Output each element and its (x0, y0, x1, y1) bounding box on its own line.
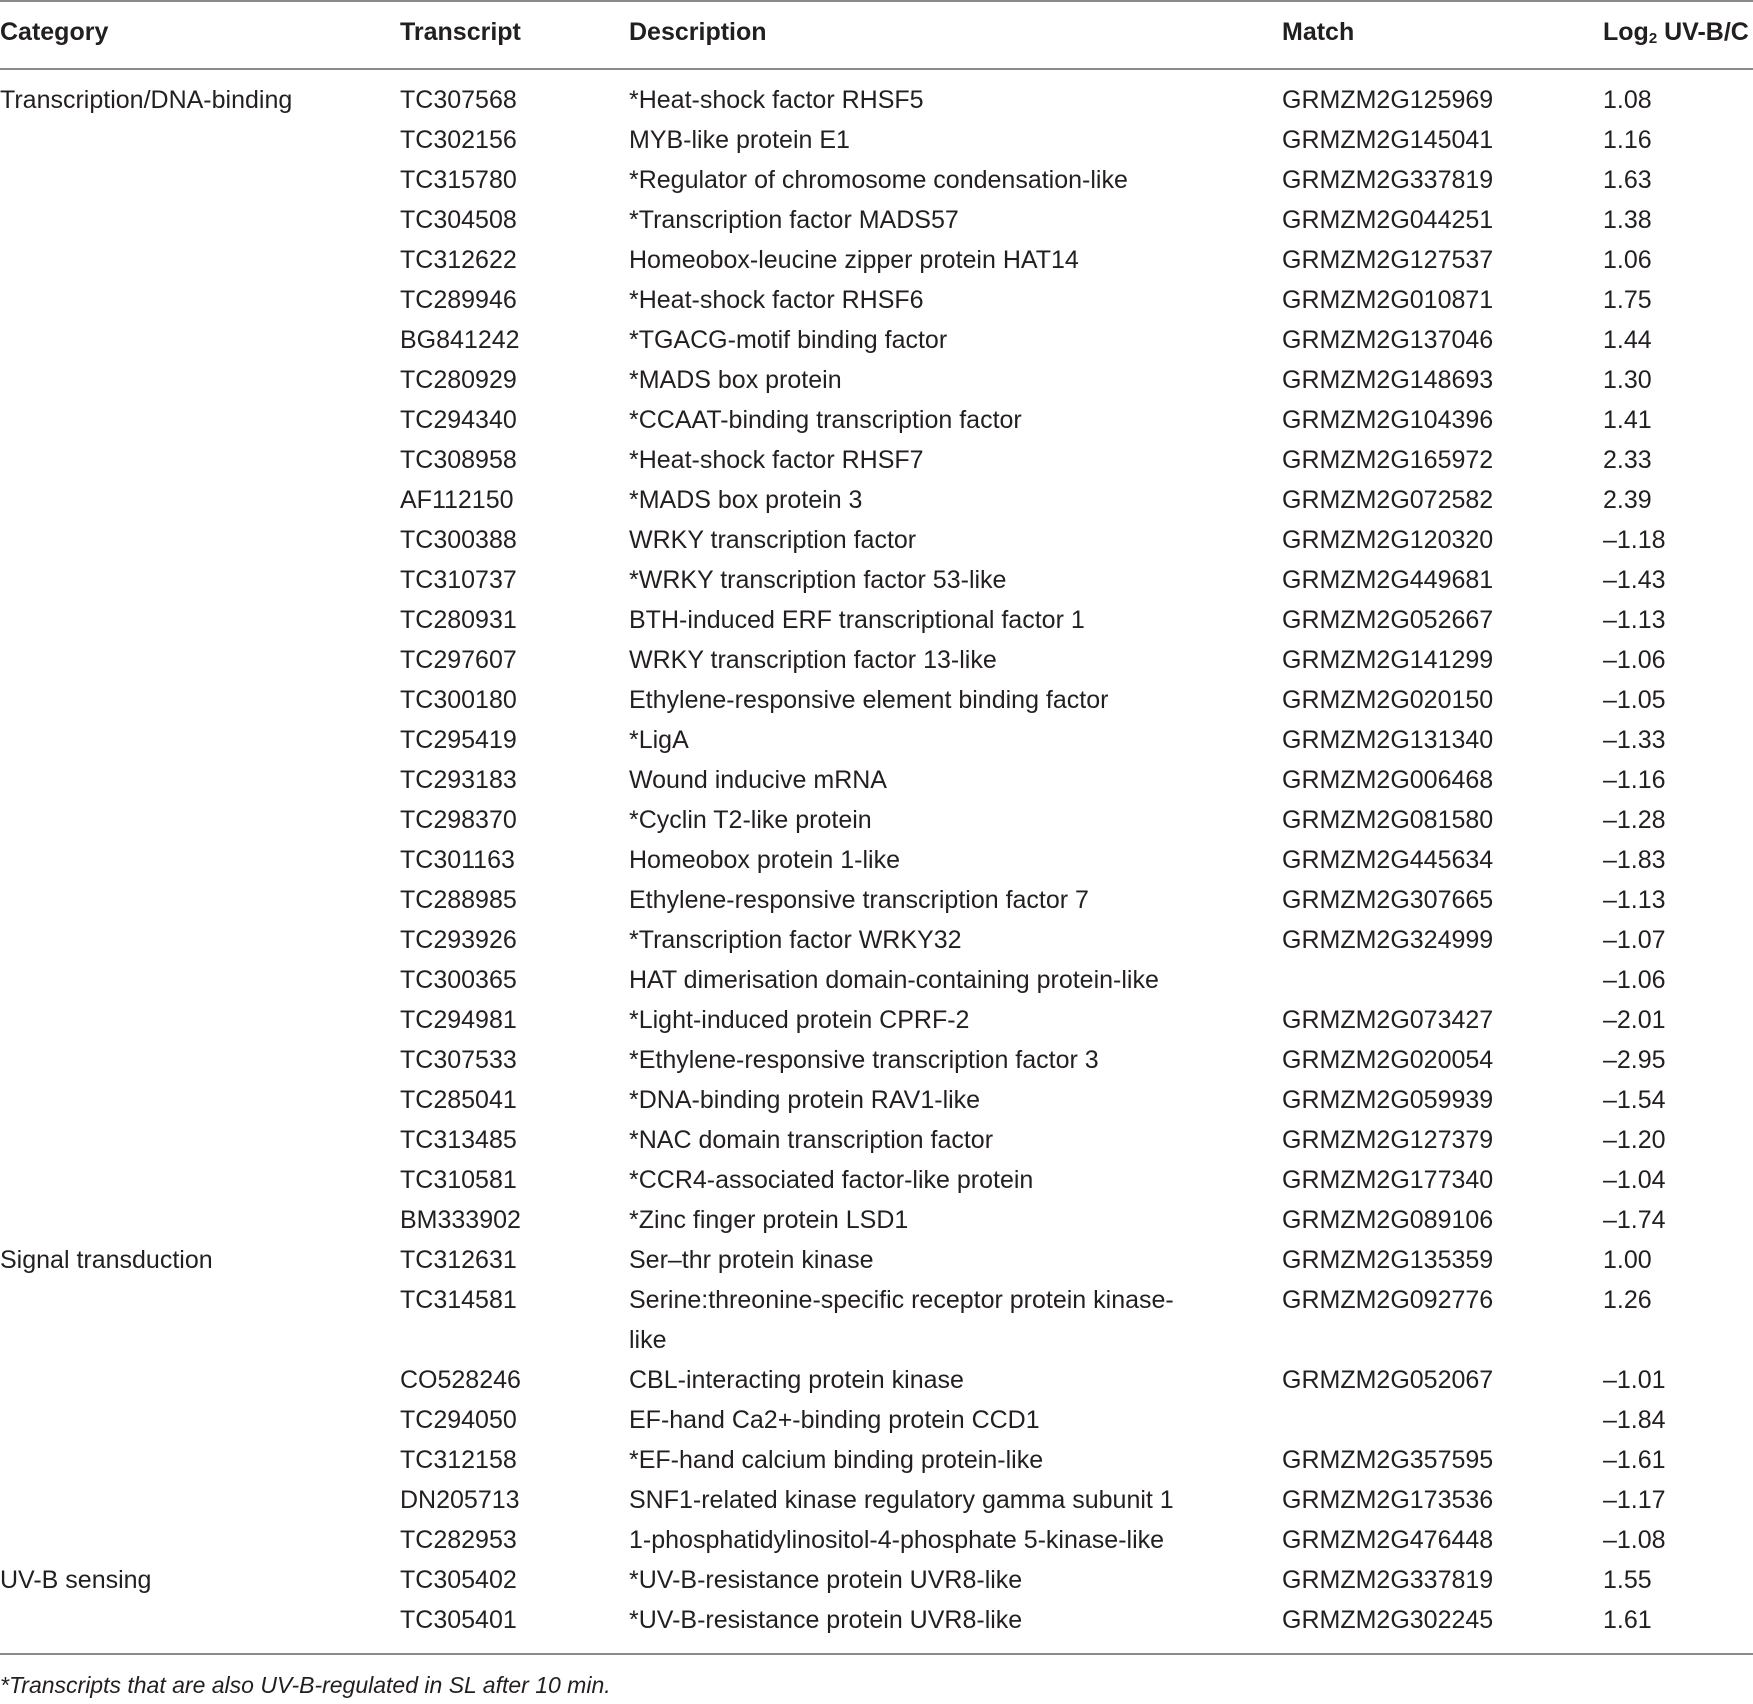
cell-description: *UV-B-resistance protein UVR8-like (629, 1606, 1023, 1634)
cell-description: *Ethylene-responsive transcription factor 3 (629, 1046, 1099, 1074)
header-category: Category (0, 18, 109, 46)
table-row (0, 1040, 1753, 1080)
header-match: Match (1282, 18, 1355, 46)
cell-match: GRMZM2G127379 (1282, 1126, 1494, 1154)
table-row (0, 520, 1753, 560)
bottom-rule (0, 1653, 1753, 1655)
cell-log-ratio: –1.13 (1603, 886, 1666, 914)
cell-match: GRMZM2G445634 (1282, 846, 1494, 874)
table-row (0, 1000, 1753, 1040)
cell-description: *Heat-shock factor RHSF5 (629, 86, 924, 114)
cell-match: GRMZM2G337819 (1282, 166, 1494, 194)
cell-match: GRMZM2G148693 (1282, 366, 1494, 394)
cell-transcript: TC293183 (400, 766, 517, 794)
cell-transcript: TC312158 (400, 1446, 517, 1474)
cell-log-ratio: –1.01 (1603, 1366, 1666, 1394)
cell-description: *Transcription factor MADS57 (629, 206, 959, 234)
cell-log-ratio: –1.20 (1603, 1126, 1666, 1154)
header-log-suffix: UV-B/C (1657, 18, 1749, 46)
cell-transcript: TC300388 (400, 526, 517, 554)
table-row (0, 1240, 1753, 1280)
cell-description: *EF-hand calcium binding protein-like (629, 1446, 1044, 1474)
cell-log-ratio: 1.06 (1603, 246, 1652, 274)
cell-description: *Heat-shock factor RHSF6 (629, 286, 924, 314)
cell-match: GRMZM2G020150 (1282, 686, 1494, 714)
cell-log-ratio: –1.18 (1603, 526, 1666, 554)
table-row (0, 160, 1753, 200)
cell-description: 1-phosphatidylinositol-4-phosphate 5-kinase-like (629, 1526, 1165, 1554)
cell-log-ratio: –1.04 (1603, 1166, 1666, 1194)
cell-transcript: TC289946 (400, 286, 517, 314)
cell-match: GRMZM2G089106 (1282, 1206, 1494, 1234)
cell-description: *Regulator of chromosome condensation-like (629, 166, 1128, 194)
cell-transcript: TC315780 (400, 166, 517, 194)
cell-transcript: BM333902 (400, 1206, 521, 1234)
cell-description: *UV-B-resistance protein UVR8-like (629, 1566, 1023, 1594)
table-row (0, 800, 1753, 840)
table-row (0, 120, 1753, 160)
cell-transcript: TC285041 (400, 1086, 517, 1114)
cell-match: GRMZM2G324999 (1282, 926, 1494, 954)
cell-log-ratio: 1.41 (1603, 406, 1652, 434)
cell-description: SNF1-related kinase regulatory gamma subunit 1 (629, 1486, 1174, 1514)
cell-log-ratio: 2.33 (1603, 446, 1652, 474)
cell-log-ratio: 1.00 (1603, 1246, 1652, 1274)
cell-log-ratio: –1.54 (1603, 1086, 1666, 1114)
cell-match: GRMZM2G081580 (1282, 806, 1494, 834)
cell-transcript: TC305401 (400, 1606, 517, 1634)
table-row (0, 720, 1753, 760)
cell-transcript: TC282953 (400, 1526, 517, 1554)
cell-log-ratio: –1.28 (1603, 806, 1666, 834)
table-footnote: *Transcripts that are also UV-B-regulated in SL after 10 min. (0, 1672, 611, 1698)
cell-description: Ser–thr protein kinase (629, 1246, 874, 1274)
table-row (0, 1440, 1753, 1480)
cell-log-ratio: 1.26 (1603, 1286, 1652, 1314)
cell-transcript: TC294050 (400, 1406, 517, 1434)
cell-log-ratio: 1.16 (1603, 126, 1652, 154)
cell-log-ratio: –1.74 (1603, 1206, 1666, 1234)
table-row (0, 1200, 1753, 1240)
cell-description: *Light-induced protein CPRF-2 (629, 1006, 970, 1034)
cell-log-ratio: –1.06 (1603, 646, 1666, 674)
cell-description: Ethylene-responsive element binding factor (629, 686, 1109, 714)
cell-description: *MADS box protein (629, 366, 842, 394)
cell-description: *NAC domain transcription factor (629, 1126, 994, 1154)
cell-match: GRMZM2G010871 (1282, 286, 1494, 314)
cell-description: Serine:threonine-specific receptor protein kinase-like (629, 1286, 1174, 1354)
cell-description: Homeobox protein 1-like (629, 846, 900, 874)
cell-description: *Transcription factor WRKY32 (629, 926, 962, 954)
cell-description: *MADS box protein 3 (629, 486, 863, 514)
cell-transcript: TC294340 (400, 406, 517, 434)
cell-transcript: TC313485 (400, 1126, 517, 1154)
cell-transcript: TC302156 (400, 126, 517, 154)
cell-log-ratio: 1.55 (1603, 1566, 1652, 1594)
cell-description: *TGACG-motif binding factor (629, 326, 948, 354)
table-row (0, 560, 1753, 600)
cell-transcript: BG841242 (400, 326, 520, 354)
cell-match: GRMZM2G052667 (1282, 606, 1494, 634)
cell-transcript: TC297607 (400, 646, 517, 674)
table-row (0, 680, 1753, 720)
table-row (0, 960, 1753, 1000)
cell-match: GRMZM2G092776 (1282, 1286, 1494, 1314)
header-log-subscript: 2 (1648, 30, 1658, 47)
cell-match: GRMZM2G302245 (1282, 1606, 1494, 1634)
cell-transcript: DN205713 (400, 1486, 520, 1514)
cell-log-ratio: –1.83 (1603, 846, 1666, 874)
cell-log-ratio: –1.84 (1603, 1406, 1666, 1434)
cell-description: *Zinc finger protein LSD1 (629, 1206, 909, 1234)
cell-transcript: CO528246 (400, 1366, 521, 1394)
cell-transcript: TC305402 (400, 1566, 517, 1594)
cell-transcript: TC300365 (400, 966, 517, 994)
table-row (0, 240, 1753, 280)
cell-log-ratio: –1.08 (1603, 1526, 1666, 1554)
cell-match: GRMZM2G137046 (1282, 326, 1494, 354)
table-row (0, 1120, 1753, 1160)
cell-transcript: AF112150 (400, 486, 514, 514)
cell-match: GRMZM2G072582 (1282, 486, 1494, 514)
cell-log-ratio: –1.05 (1603, 686, 1666, 714)
cell-transcript: TC293926 (400, 926, 517, 954)
header-transcript: Transcript (400, 18, 521, 46)
cell-log-ratio: –1.61 (1603, 1446, 1666, 1474)
cell-description: *CCAAT-binding transcription factor (629, 406, 1022, 434)
cell-description: *Cyclin T2-like protein (629, 806, 872, 834)
table-row (0, 280, 1753, 320)
table-row (0, 1280, 1753, 1360)
cell-transcript: TC314581 (400, 1286, 517, 1314)
cell-log-ratio: 1.75 (1603, 286, 1652, 314)
cell-transcript: TC304508 (400, 206, 517, 234)
table-row (0, 400, 1753, 440)
cell-transcript: TC308958 (400, 446, 517, 474)
cell-match: GRMZM2G006468 (1282, 766, 1494, 794)
cell-log-ratio: –1.07 (1603, 926, 1666, 954)
table-row (0, 600, 1753, 640)
cell-match: GRMZM2G052067 (1282, 1366, 1494, 1394)
cell-log-ratio: 1.38 (1603, 206, 1652, 234)
cell-match: GRMZM2G073427 (1282, 1006, 1494, 1034)
cell-description: *CCR4-associated factor-like protein (629, 1166, 1034, 1194)
cell-log-ratio: –1.17 (1603, 1486, 1666, 1514)
cell-description: BTH-induced ERF transcriptional factor 1 (629, 606, 1085, 634)
header-rule (0, 68, 1753, 70)
cell-log-ratio: –1.13 (1603, 606, 1666, 634)
cell-transcript: TC301163 (400, 846, 515, 874)
cell-description: *WRKY transcription factor 53-like (629, 566, 1007, 594)
cell-match: GRMZM2G476448 (1282, 1526, 1494, 1554)
cell-match: GRMZM2G125969 (1282, 86, 1494, 114)
cell-match: GRMZM2G141299 (1282, 646, 1494, 674)
cell-match: GRMZM2G127537 (1282, 246, 1494, 274)
cell-match: GRMZM2G131340 (1282, 726, 1494, 754)
cell-match: GRMZM2G337819 (1282, 1566, 1494, 1594)
table-row (0, 1360, 1753, 1400)
cell-description: *LigA (629, 726, 689, 754)
table-row (0, 640, 1753, 680)
table-row (0, 200, 1753, 240)
cell-match: GRMZM2G059939 (1282, 1086, 1494, 1114)
cell-description: Wound inducive mRNA (629, 766, 887, 794)
cell-log-ratio: 2.39 (1603, 486, 1652, 514)
table-row (0, 480, 1753, 520)
table-row (0, 1160, 1753, 1200)
cell-transcript: TC310581 (400, 1166, 517, 1194)
table-row (0, 1400, 1753, 1440)
table-row (0, 440, 1753, 480)
table-row (0, 80, 1753, 120)
cell-log-ratio: –1.06 (1603, 966, 1666, 994)
table-row (0, 920, 1753, 960)
table-row (0, 1560, 1753, 1600)
cell-match: GRMZM2G044251 (1282, 206, 1494, 234)
cell-match: GRMZM2G357595 (1282, 1446, 1494, 1474)
table-row (0, 1080, 1753, 1120)
cell-transcript: TC312631 (400, 1246, 517, 1274)
header-log-ratio (1603, 0, 1749, 68)
cell-log-ratio: –1.43 (1603, 566, 1666, 594)
cell-transcript: TC280929 (400, 366, 517, 394)
table-row (0, 840, 1753, 880)
cell-description: HAT dimerisation domain-containing protein-like (629, 966, 1159, 994)
cell-match: GRMZM2G173536 (1282, 1486, 1494, 1514)
cell-log-ratio: 1.30 (1603, 366, 1652, 394)
cell-transcript: TC310737 (400, 566, 517, 594)
cell-log-ratio: –1.16 (1603, 766, 1666, 794)
cell-transcript: TC294981 (400, 1006, 517, 1034)
cell-transcript: TC300180 (400, 686, 517, 714)
cell-match: GRMZM2G120320 (1282, 526, 1494, 554)
table-row (0, 1480, 1753, 1520)
cell-match: GRMZM2G177340 (1282, 1166, 1494, 1194)
cell-transcript: TC307568 (400, 86, 517, 114)
cell-log-ratio: –1.33 (1603, 726, 1666, 754)
cell-category: Signal transduction (0, 1246, 213, 1274)
cell-category: Transcription/DNA-binding (0, 86, 293, 114)
header-log-prefix: Log (1603, 18, 1649, 46)
cell-match: GRMZM2G449681 (1282, 566, 1494, 594)
cell-log-ratio: –2.01 (1603, 1006, 1666, 1034)
table-row (0, 880, 1753, 920)
cell-category: UV-B sensing (0, 1566, 152, 1594)
cell-transcript: TC280931 (400, 606, 517, 634)
table-row (0, 320, 1753, 360)
cell-match: GRMZM2G307665 (1282, 886, 1494, 914)
cell-match: GRMZM2G145041 (1282, 126, 1494, 154)
cell-description: WRKY transcription factor (629, 526, 917, 554)
cell-transcript: TC288985 (400, 886, 517, 914)
cell-match: GRMZM2G104396 (1282, 406, 1494, 434)
cell-log-ratio: 1.63 (1603, 166, 1652, 194)
cell-log-ratio: 1.08 (1603, 86, 1652, 114)
table-row (0, 1600, 1753, 1640)
cell-description: WRKY transcription factor 13-like (629, 646, 997, 674)
cell-log-ratio: 1.61 (1603, 1606, 1652, 1634)
cell-description: Ethylene-responsive transcription factor 7 (629, 886, 1089, 914)
cell-description: *DNA-binding protein RAV1-like (629, 1086, 981, 1114)
cell-transcript: TC307533 (400, 1046, 517, 1074)
cell-description: Homeobox-leucine zipper protein HAT14 (629, 246, 1079, 274)
cell-log-ratio: –2.95 (1603, 1046, 1666, 1074)
cell-match: GRMZM2G135359 (1282, 1246, 1494, 1274)
cell-description: MYB-like protein E1 (629, 126, 850, 154)
cell-transcript: TC295419 (400, 726, 517, 754)
table-row (0, 1520, 1753, 1560)
top-rule (0, 0, 1753, 2)
cell-transcript: TC298370 (400, 806, 517, 834)
cell-match: GRMZM2G020054 (1282, 1046, 1494, 1074)
table-row (0, 360, 1753, 400)
cell-log-ratio: 1.44 (1603, 326, 1652, 354)
cell-description: *Heat-shock factor RHSF7 (629, 446, 924, 474)
header-description: Description (629, 18, 767, 46)
cell-description: EF-hand Ca2+-binding protein CCD1 (629, 1406, 1040, 1434)
table-body (0, 80, 1753, 1640)
table-row (0, 760, 1753, 800)
cell-description: CBL-interacting protein kinase (629, 1366, 964, 1394)
cell-transcript: TC312622 (400, 246, 517, 274)
cell-match: GRMZM2G165972 (1282, 446, 1494, 474)
